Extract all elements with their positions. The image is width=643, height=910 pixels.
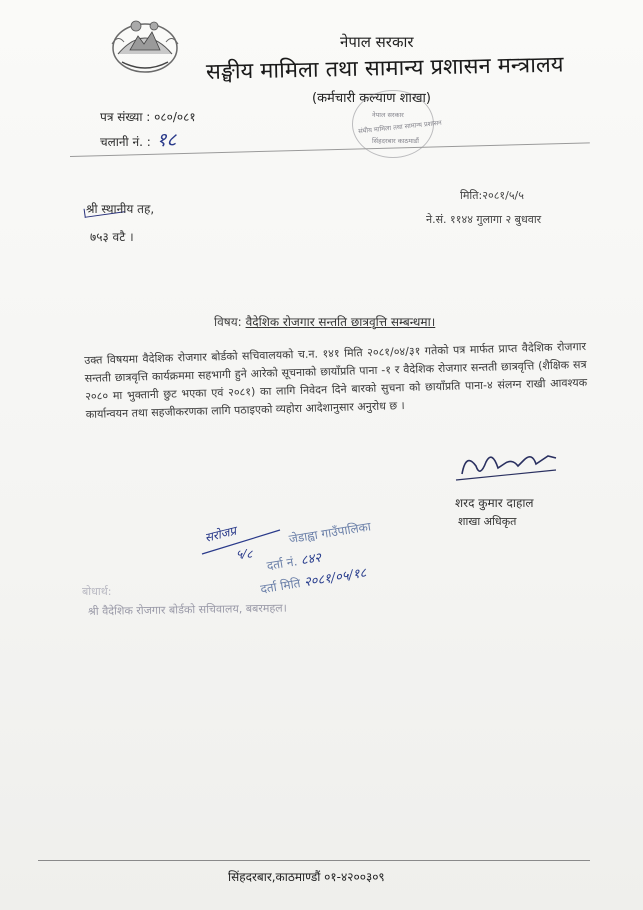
darta-label: दर्ता नं. [265,554,299,573]
darta-value: ८४२ [299,550,323,569]
stamp-line-3: सिंहदरबार काठमाडौं [372,137,419,145]
handwritten-number: ५/८ [236,547,253,560]
dispatch-value: १८ [156,129,177,151]
reference-number [100,108,196,125]
reference-value: ०८०/०८१ [154,110,196,124]
subject-line [214,313,435,330]
nepal-emblem-icon [108,14,182,78]
stamp-line-2: संघीय मामिला तथा सामान्य प्रशासन [357,118,443,136]
signatory-title: शाखा अधिकृत [458,515,517,528]
footer-divider [38,860,590,861]
date-bs: मिति:२०८१/५/५ [460,189,524,202]
signatory-name: शरद कुमार दाहाल [455,496,534,510]
received-date-label: दर्ता मिति [259,576,302,597]
header-government: नेपाल सरकार [340,33,414,51]
footer-address: सिंहदरबार,काठमाण्डौं ०१-४२००३०९ [228,870,385,884]
cc-label: बोधार्थ: [82,585,112,598]
reference-label: पत्र संख्या : [100,110,151,124]
recipient-line-1: श्री स्थानीय तह, [86,202,155,216]
recipient-line-2: ७५३ वटै । [90,230,134,244]
subject-text: वैदेशिक रोजगार सन्तति छात्रवृत्ति सम्बन्धमा। [245,315,436,329]
dispatch-number [100,126,176,152]
handwritten-word: सरोजप्र [203,523,238,545]
dispatch-label: चलानी नं. : [100,135,151,149]
received-date-value: २०८१/०५/१८ [303,565,368,591]
letter-body: उक्त विषयमा वैदेशिक रोजगार बोर्डको सचिवालयको च.न. १४१ मिति २०८१/०४/३१ गतेको पत्र मार्फत प्राप्त वैदेशिक रोजगार सन्तती छात्रवृत्ति कार्यक्रममा सहभागी हुने आरेको सूचनाको छायाँप्रति पाना -१ र वैदेशिक रोजगार सन्तती छात्रवृत्ति (शैक्षिक सत्र २०८० मा भुक्तानी छुट भएका एवं २०८१) का लागि निवेदन दिने बारको सुचना को छायाँप्रति पाना-४ संलग्न राखी आवश्यक कार्यान्वयन तथा सहजीकरणका लागि पठाइएको व्यहोरा आदेशानुसार अनुरोध छ । [84,339,588,421]
signature-icon [452,444,562,488]
subject-label: विषय: [214,315,242,329]
header-branch: (कर्मचारी कल्याण शाखा) [312,91,431,106]
cc-recipient: श्री वैदेशिक रोजगार बोर्डको सचिवालय, बबरमहल। [87,601,287,618]
header-ministry: सङ्घीय मामिला तथा सामान्य प्रशासन मन्त्रालय [205,52,564,85]
date-nepal-sambat: ने.सं. ११४४ गुलागा २ बुधवार [426,213,542,226]
received-office: जेडाह्वा गाउँपालिका [287,519,372,547]
stamp-line-1: नेपाल सरकार [372,111,404,119]
